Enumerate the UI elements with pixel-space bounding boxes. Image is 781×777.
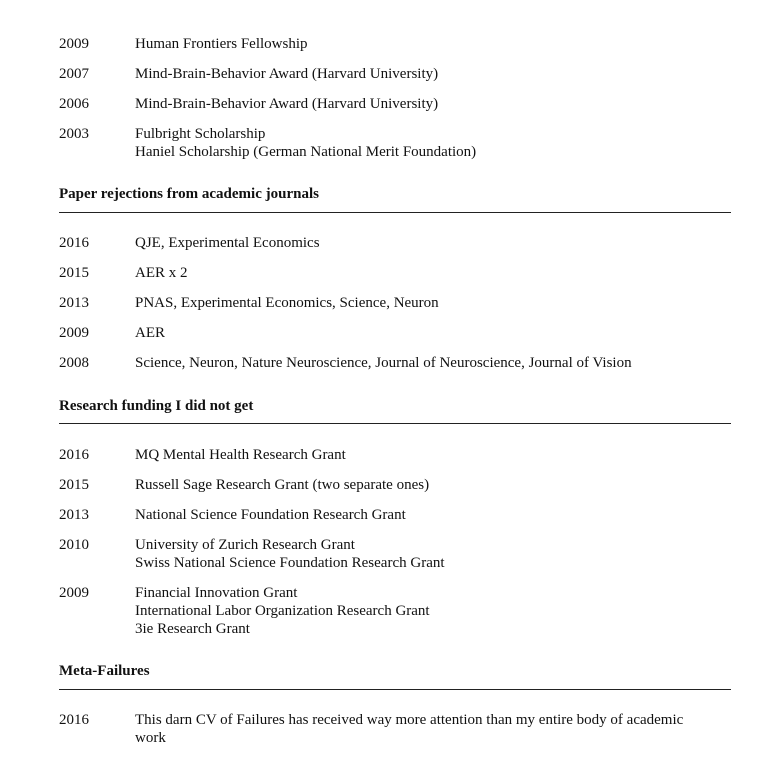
entry-line: PNAS, Experimental Economics, Science, Neuron	[135, 295, 439, 311]
entry-description	[135, 125, 735, 161]
entry-line: Swiss National Science Foundation Research Grant	[135, 555, 445, 571]
entry-year: 2010	[59, 537, 89, 553]
entry-year: 2013	[59, 507, 89, 523]
entry-description	[135, 35, 735, 53]
entry-year: 2003	[59, 126, 89, 142]
entry-year: 2013	[59, 295, 89, 311]
entry-line: Financial Innovation Grant	[135, 585, 298, 601]
section-divider	[59, 212, 731, 213]
entry-year: 2016	[59, 235, 89, 251]
entry-year: 2015	[59, 477, 89, 493]
entry-year: 2008	[59, 355, 89, 371]
entry-description	[135, 324, 735, 342]
entry-year: 2009	[59, 36, 89, 52]
entry-year: 2009	[59, 325, 89, 341]
section-heading-meta: Meta-Failures	[59, 663, 150, 679]
entry-description	[135, 354, 735, 372]
entry-year: 2006	[59, 96, 89, 112]
entry-year: 2007	[59, 66, 89, 82]
entry-line: Mind-Brain-Behavior Award (Harvard University)	[135, 66, 439, 82]
entry-line: International Labor Organization Research Grant	[135, 603, 430, 619]
entry-line: work	[135, 730, 166, 746]
entry-line: QJE, Experimental Economics	[135, 235, 320, 251]
entry-description	[135, 234, 735, 252]
entry-line: University of Zurich Research Grant	[135, 537, 355, 553]
entry-line: This darn CV of Failures has received way more attention than my entire body of academic	[135, 712, 684, 728]
entry-description	[135, 95, 735, 113]
entry-line: MQ Mental Health Research Grant	[135, 447, 346, 463]
entry-description	[135, 65, 735, 83]
entry-year: 2009	[59, 585, 89, 601]
entry-year: 2016	[59, 447, 89, 463]
entry-description	[135, 536, 735, 572]
entry-line: AER x 2	[135, 265, 188, 281]
entry-line: National Science Foundation Research Grant	[135, 507, 406, 523]
section-divider	[59, 689, 731, 690]
entry-year: 2015	[59, 265, 89, 281]
entry-line: Fulbright Scholarship	[135, 126, 266, 142]
entry-line: Mind-Brain-Behavior Award (Harvard University)	[135, 96, 439, 112]
entry-line: Science, Neuron, Nature Neuroscience, Journal of Neuroscience, Journal of Vision	[135, 355, 632, 371]
section-divider	[59, 423, 731, 424]
entry-description	[135, 446, 735, 464]
entry-line: Russell Sage Research Grant (two separate ones)	[135, 477, 430, 493]
section-heading-rejections: Paper rejections from academic journals	[59, 186, 319, 202]
entry-line: AER	[135, 325, 165, 341]
entry-description	[135, 711, 735, 747]
entry-description	[135, 476, 735, 494]
entry-description	[135, 294, 735, 312]
entry-description	[135, 584, 735, 638]
section-heading-funding: Research funding I did not get	[59, 398, 254, 414]
entry-description	[135, 264, 735, 282]
entry-line: 3ie Research Grant	[135, 621, 250, 637]
entry-line: Haniel Scholarship (German National Merit Foundation)	[135, 144, 477, 160]
entry-line: Human Frontiers Fellowship	[135, 36, 308, 52]
entry-year: 2016	[59, 712, 89, 728]
entry-description	[135, 506, 735, 524]
